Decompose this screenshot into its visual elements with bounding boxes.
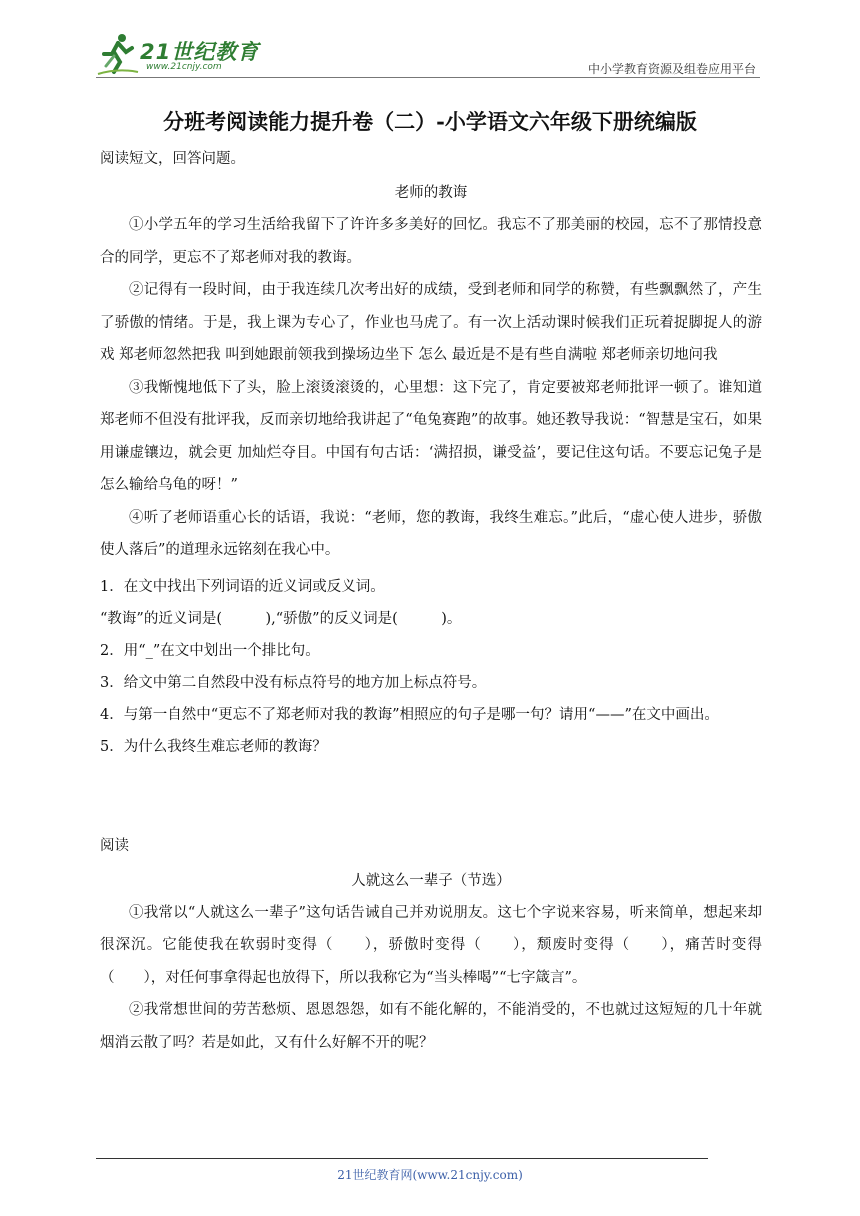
section2-instruction: 阅读 (100, 837, 129, 854)
paragraph: ②记得有一段时间，由于我连续几次考出好的成绩，受到老师和同学的称赞，有些飘飘然了，产生了骄傲的情绪。于是，我上课为专心了，作业也马虎了。有一次上活动课时候我们正玩着捉脚捉人的游戏 郑老师忽然把我 叫到她跟前领我到操场边坐下 怎么 最近是不是有些自满啦 郑老师亲切地问我 (100, 282, 762, 363)
logo-text: 21世纪教育 (140, 40, 260, 64)
paragraph: ①我常以“人就这么一辈子”这句话告诫自己并劝说朋友。这七个字说来容易，听来简单，想起来却很深沉。它能使我在软弱时变得（ ），骄傲时变得（ ），颓废时变得（ ），痛苦时变得（ ），对任何事拿得起也放得下，所以我称它为“当头棒喝”“七字箴言”。 (100, 904, 762, 986)
footer-link[interactable]: 21世纪教育网(www.21cnjy.com) (337, 1168, 523, 1182)
header-divider (96, 77, 760, 78)
site-logo[interactable] (96, 32, 266, 76)
paragraph: ④听了老师语重心长的话语，我说：“老师，您的教诲，我终生难忘。”此后，“虚心使人进步，骄傲使人落后”的道理永远铭刻在我心中。 (100, 509, 762, 558)
runner-logo-icon (96, 32, 140, 76)
page-header (0, 0, 860, 80)
paragraph: ②我常想世间的劳苦愁烦、恩恩怨怨，如有不能化解的，不能消受的，不也就过这短短的几十年就烟消云散了吗？若是如此，又有什么好解不开的呢？ (100, 1002, 762, 1051)
section1-instruction: 阅读短文，回答问题。 (100, 151, 245, 167)
platform-name: 中小学教育资源及组卷应用平台 (587, 62, 756, 76)
paragraph: ①小学五年的学习生活给我留下了许许多多美好的回忆。我忘不了那美丽的校园，忘不了那情投意合的同学，更忘不了郑老师对我的教诲。 (100, 217, 762, 266)
logo-url: www.21cnjy.com (146, 62, 222, 72)
passage1 (100, 209, 762, 567)
question: 1．在文中找出下列词语的近义词或反义词。 (100, 578, 385, 595)
passage2-title: 人就这么一辈子（节选） (351, 872, 511, 889)
question: “教诲”的近义词是( ),“骄傲”的反义词是( )。 (100, 610, 462, 627)
footer-divider (96, 1158, 708, 1159)
question: 3．给文中第二自然段中没有标点符号的地方加上标点符号。 (100, 674, 487, 691)
document-body (100, 148, 762, 1059)
paragraph: ③我惭愧地低下了头，脸上滚烫滚烫的，心里想：这下完了，肯定要被郑老师批评一顿了。谁知道郑老师不但没有批评我，反而亲切地给我讲起了“龟兔赛跑”的故事。她还教导我说：“智慧是宝石，如果用谦虚镶边，就会更 加灿烂夺目。中国有句古话：‘满招损，谦受益’，要记住这句话。不要忘记兔子是怎么输给乌龟的呀！” (100, 379, 762, 493)
question: 2．用“_”在文中划出一个排比句。 (100, 642, 320, 659)
page-title: 分班考阅读能力提升卷（二）-小学语文六年级下册统编版 (163, 109, 697, 134)
answer-space (100, 759, 762, 821)
question: 4．与第一自然中“更忘不了郑老师对我的教诲”相照应的句子是哪一句？请用“——”在文中画出。 (100, 706, 719, 723)
question: 5．为什么我终生难忘老师的教诲？ (100, 738, 327, 755)
passage2 (100, 897, 762, 1060)
question-list (100, 576, 762, 759)
passage1-title: 老师的教诲 (394, 185, 468, 201)
